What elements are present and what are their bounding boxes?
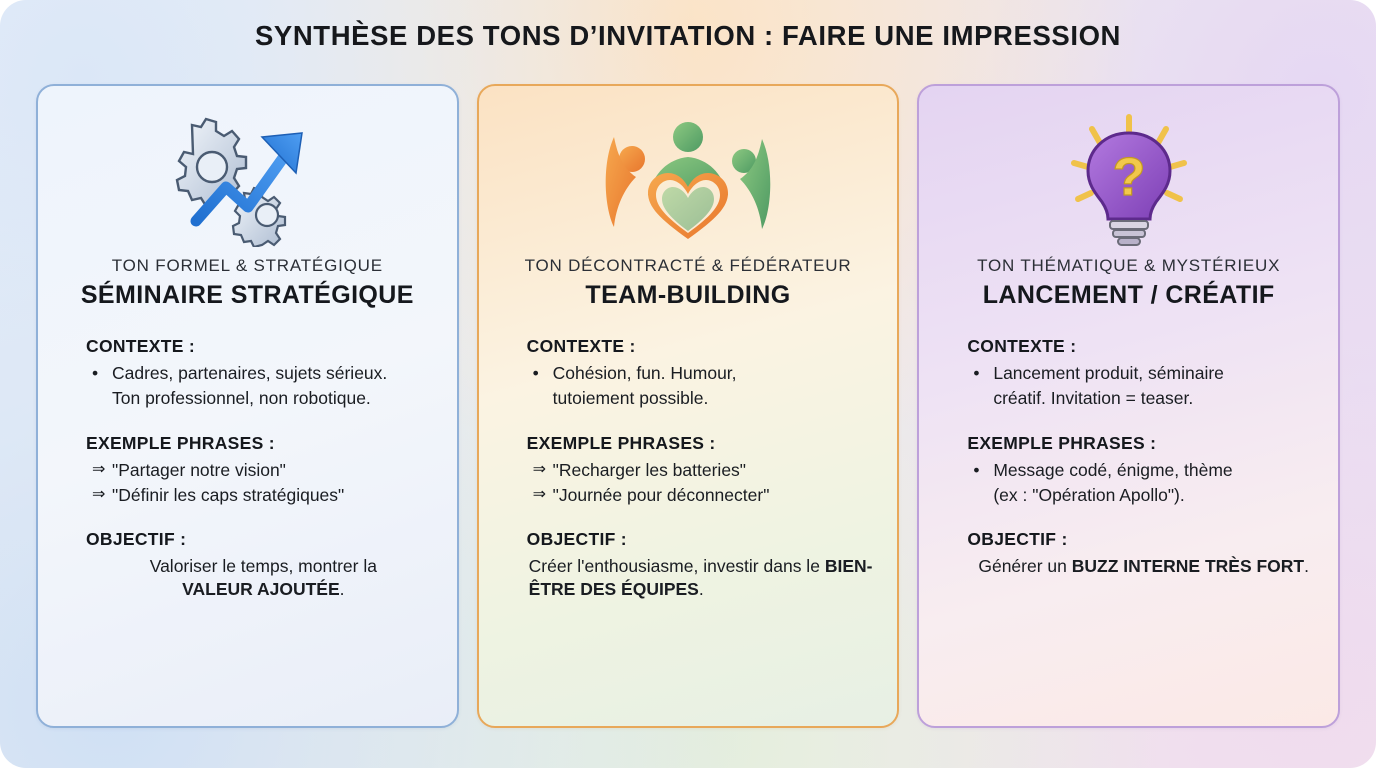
list-item: [973, 387, 1316, 410]
page-title: SYNTHÈSE DES TONS D’INVITATION : FAIRE UNE IMPRESSION: [254, 20, 1122, 51]
card-headline: LANCEMENT / CRÉATIF: [982, 281, 1275, 309]
section-exemples: [60, 433, 435, 508]
bullet-icon: •: [973, 459, 980, 480]
list-item-text: Ton professionnel, non robotique.: [112, 388, 371, 409]
card-headline: TEAM-BUILDING: [585, 281, 791, 309]
exemples-list: [967, 459, 1316, 508]
list-item: [92, 459, 435, 482]
arrow-icon: ⇒: [532, 485, 547, 503]
bullet-icon: •: [532, 363, 539, 383]
section-contexte: [60, 336, 435, 411]
objectif-part2: .: [698, 579, 704, 600]
objectif-part2: .: [1304, 556, 1309, 577]
list-item-text: Cadres, partenaires, sujets sérieux.: [112, 363, 388, 383]
people-heart-teamwork-icon: [501, 104, 876, 254]
list-item: [533, 484, 876, 507]
arrow-icon: ⇒: [92, 485, 106, 503]
section-label-contexte: CONTEXTE :: [967, 336, 1077, 356]
section-contexte: [941, 336, 1316, 411]
list-item-text: (ex : "Opération Apollo").: [993, 484, 1185, 505]
card-kicker: TON THÉMATIQUE & MYSTÉRIEUX: [977, 256, 1281, 275]
list-item: [92, 387, 435, 410]
objectif-part1: Valoriser le temps, montrer la: [149, 556, 377, 577]
card-seminaire-strategique[interactable]: [36, 84, 459, 728]
objectif-text: [527, 555, 876, 602]
list-item-text: "Recharger les batteries": [552, 459, 747, 480]
card-kicker: TON FORMEL & STRATÉGIQUE: [111, 256, 383, 275]
cards-row: [36, 84, 1340, 728]
exemples-list: [86, 459, 435, 508]
objectif-emphasis: BIEN-ÊTRE DES ÉQUIPES: [528, 556, 873, 600]
section-label-contexte: CONTEXTE :: [526, 336, 636, 356]
bullet-icon: •: [92, 363, 99, 383]
list-item-text: Cohésion, fun. Humour,: [552, 363, 737, 383]
section-exemples: [501, 433, 876, 508]
section-contexte: [501, 336, 876, 411]
list-item-text: Message codé, énigme, thème: [993, 459, 1233, 480]
list-item-text: tutoiement possible.: [552, 388, 709, 409]
list-item: [533, 362, 876, 385]
list-item: [92, 362, 435, 385]
section-label-exemples: EXEMPLE PHRASES :: [967, 432, 1157, 453]
objectif-emphasis: BUZZ INTERNE TRÈS FORT: [1071, 556, 1305, 577]
section-objectif: [60, 529, 435, 602]
bullet-icon: •: [973, 363, 980, 383]
exemples-list: [527, 459, 876, 508]
objectif-emphasis: VALEUR AJOUTÉE: [182, 579, 340, 600]
section-objectif: [501, 529, 876, 602]
list-item-text: "Définir les caps stratégiques": [112, 484, 345, 505]
section-objectif: [941, 529, 1316, 578]
card-kicker: TON DÉCONTRACTÉ & FÉDÉRATEUR: [524, 256, 852, 275]
list-item-text: "Partager notre vision": [112, 459, 286, 480]
objectif-text: [967, 555, 1316, 578]
section-label-objectif: OBJECTIF :: [967, 529, 1068, 550]
list-item: [533, 387, 876, 410]
section-label-exemples: EXEMPLE PHRASES :: [526, 432, 716, 453]
gears-growth-arrow-icon: [60, 104, 435, 254]
objectif-part1: Générer un: [978, 556, 1067, 577]
svg-text:?: ?: [1112, 147, 1146, 207]
section-label-exemples: EXEMPLE PHRASES :: [86, 432, 275, 453]
arrow-icon: ⇒: [92, 460, 106, 478]
section-label-objectif: OBJECTIF :: [526, 529, 627, 550]
contexte-list: [86, 362, 435, 411]
contexte-list: [967, 362, 1316, 411]
objectif-text: [86, 555, 435, 602]
section-exemples: [941, 433, 1316, 508]
card-headline: SÉMINAIRE STRATÉGIQUE: [80, 281, 414, 309]
list-item-text: Lancement produit, séminaire: [993, 363, 1224, 383]
arrow-icon: ⇒: [532, 460, 547, 478]
list-item: [973, 484, 1316, 507]
list-item: [973, 362, 1316, 385]
section-label-contexte: CONTEXTE :: [86, 336, 195, 356]
objectif-part1: Créer l'enthousiasme, investir dans le: [528, 556, 820, 577]
card-lancement-creatif[interactable]: [917, 84, 1340, 728]
list-item: [533, 459, 876, 482]
card-team-building[interactable]: [477, 84, 900, 728]
list-item-text: "Journée pour déconnecter": [552, 484, 770, 505]
list-item-text: créatif. Invitation = teaser.: [993, 388, 1194, 409]
section-label-objectif: OBJECTIF :: [86, 529, 187, 550]
objectif-part2: .: [339, 579, 345, 600]
contexte-list: [527, 362, 876, 411]
list-item: [92, 484, 435, 507]
list-item: [973, 459, 1316, 482]
lightbulb-question-idea-icon: [941, 104, 1316, 254]
